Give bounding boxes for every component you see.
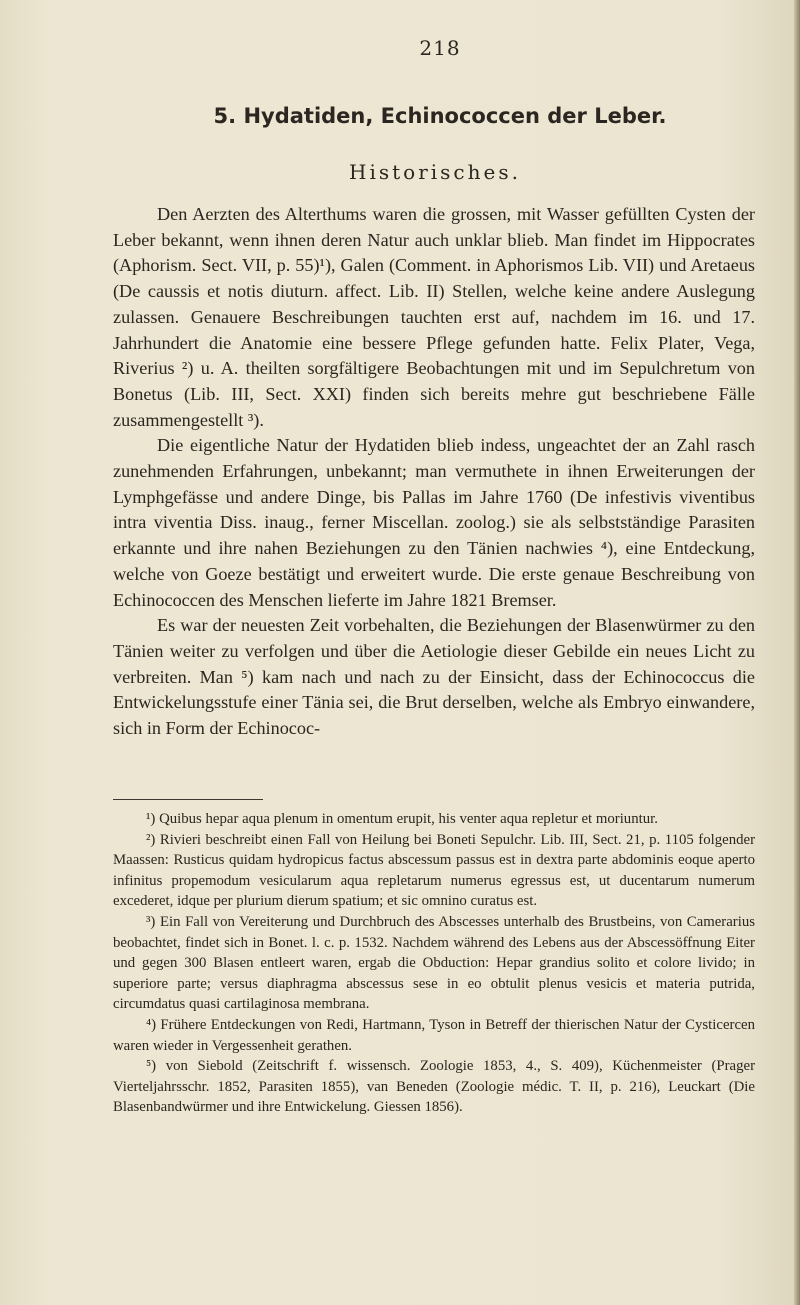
section-title: Historisches. <box>349 160 521 184</box>
footnote: ⁵) von Siebold (Zeitschrift f. wissensch. Zoologie 1853, 4., S. 409), Küchenmeister (Prager Vierteljahrsschr. 1852, Parasiten 1855), van Beneden (Zoologie médic. T. II, p. 216), Leuckart (Die Blasenbandwürmer und ihre Entwickelung. Giessen 1856). <box>113 1058 755 1116</box>
page-edge-shadow <box>794 0 800 1305</box>
footnote: ¹) Quibus hepar aqua plenum in omentum erupit, his venter aqua repletur et moriuntur. <box>146 811 658 827</box>
paragraph: Es war der neuesten Zeit vorbehalten, die Beziehungen der Blasenwürmer zu den Tänien weiter zu verfolgen und über die Aetiologie dieser Gebilde ein neues Licht zu verbreiten. Man ⁵) kam nach und nach zu der Einsicht, dass der Echinococcus die Entwickelungsstufe einer Tänia sei, die Brut derselben, welche als Embryo einwandere, sich in Form der Echinococ- <box>113 615 755 739</box>
body-text <box>113 202 755 742</box>
paragraph: Den Aerzten des Alterthums waren die grossen, mit Wasser gefüllten Cysten der Leber bekannt, wenn ihnen deren Natur auch unklar blieb. Man findet im Hippocrates (Aphorism. Sect. VII, p. 55)¹), Galen (Comment. in Aphorismos Lib. VII) und Aretaeus (De caussis et notis diuturn. affect. Lib. II) Stellen, welche keine andere Auslegung zulassen. Genauere Beschreibungen tauchten erst auf, nachdem im 16. und 17. Jahrhundert die Anatomie eine bessere Pflege gefunden hatte. Felix Plater, Vega, Riverius ²) u. A. theilten sorgfältigere Beobachtungen mit und im Sepulchretum von Bonetus (Lib. III, Sect. XXI) finden sich bereits mehre gut beschriebene Fälle zusammengestellt ³). <box>113 204 755 430</box>
footnotes <box>113 809 755 1118</box>
footnote: ⁴) Frühere Entdeckungen von Redi, Hartmann, Tyson in Betreff der thierischen Natur der Cysticercen waren wieder in Vergessenheit gerathen. <box>113 1016 755 1054</box>
footnote-separator <box>113 799 263 800</box>
paragraph: Die eigentliche Natur der Hydatiden blieb indess, ungeachtet der an Zahl rasch zunehmenden Erfahrungen, unbekannt; man vermuthete in ihnen Erweiterungen der Lymphgefässe und andere Dinge, bis Pallas im Jahre 1760 (De infestivis viventibus intra viventia Diss. inaug., ferner Miscellan. zoolog.) sie als selbstständige Parasiten erkannte und ihre nahen Beziehungen zu den Tänien nachwies ⁴), eine Entdeckung, welche von Goeze bestätigt und erweitert wurde. Die erste genaue Beschreibung von Echinococcen des Menschen lieferte im Jahre 1821 Bremser. <box>113 435 755 610</box>
footnote: ²) Rivieri beschreibt einen Fall von Heilung bei Boneti Sepulchr. Lib. III, Sect. 21, p. 1105 folgender Maassen: Rusticus quidam hydropicus factus abscessum passus est in dextra parte abdominis eoque aperto infinitus propemodum vesicularum aqua repletarum numerus egressus est, ut ducentarum numerum excederet, idque per plurium dierum spatium; et sic omnino curatus est. <box>113 831 755 910</box>
footnote: ³) Ein Fall von Vereiterung und Durchbruch des Abscesses unterhalb des Brustbeins, von Camerarius beobachtet, findet sich in Bonet. l. c. p. 1532. Nachdem während des Lebens aus der Abscessöffnung Eiter und gegen 300 Blasen entleert waren, ergab die Obduction: Hepar grandius solito et colore livido; in superiore parte; versus diaphragma abscessus sese in eo obtulit plenus vesicis et materia putrida, circumdatus quasi cartilaginosa membrana. <box>113 913 755 1013</box>
page-number: 218 <box>419 36 461 60</box>
chapter-title: 5. Hydatiden, Echinococcen der Leber. <box>213 104 667 128</box>
